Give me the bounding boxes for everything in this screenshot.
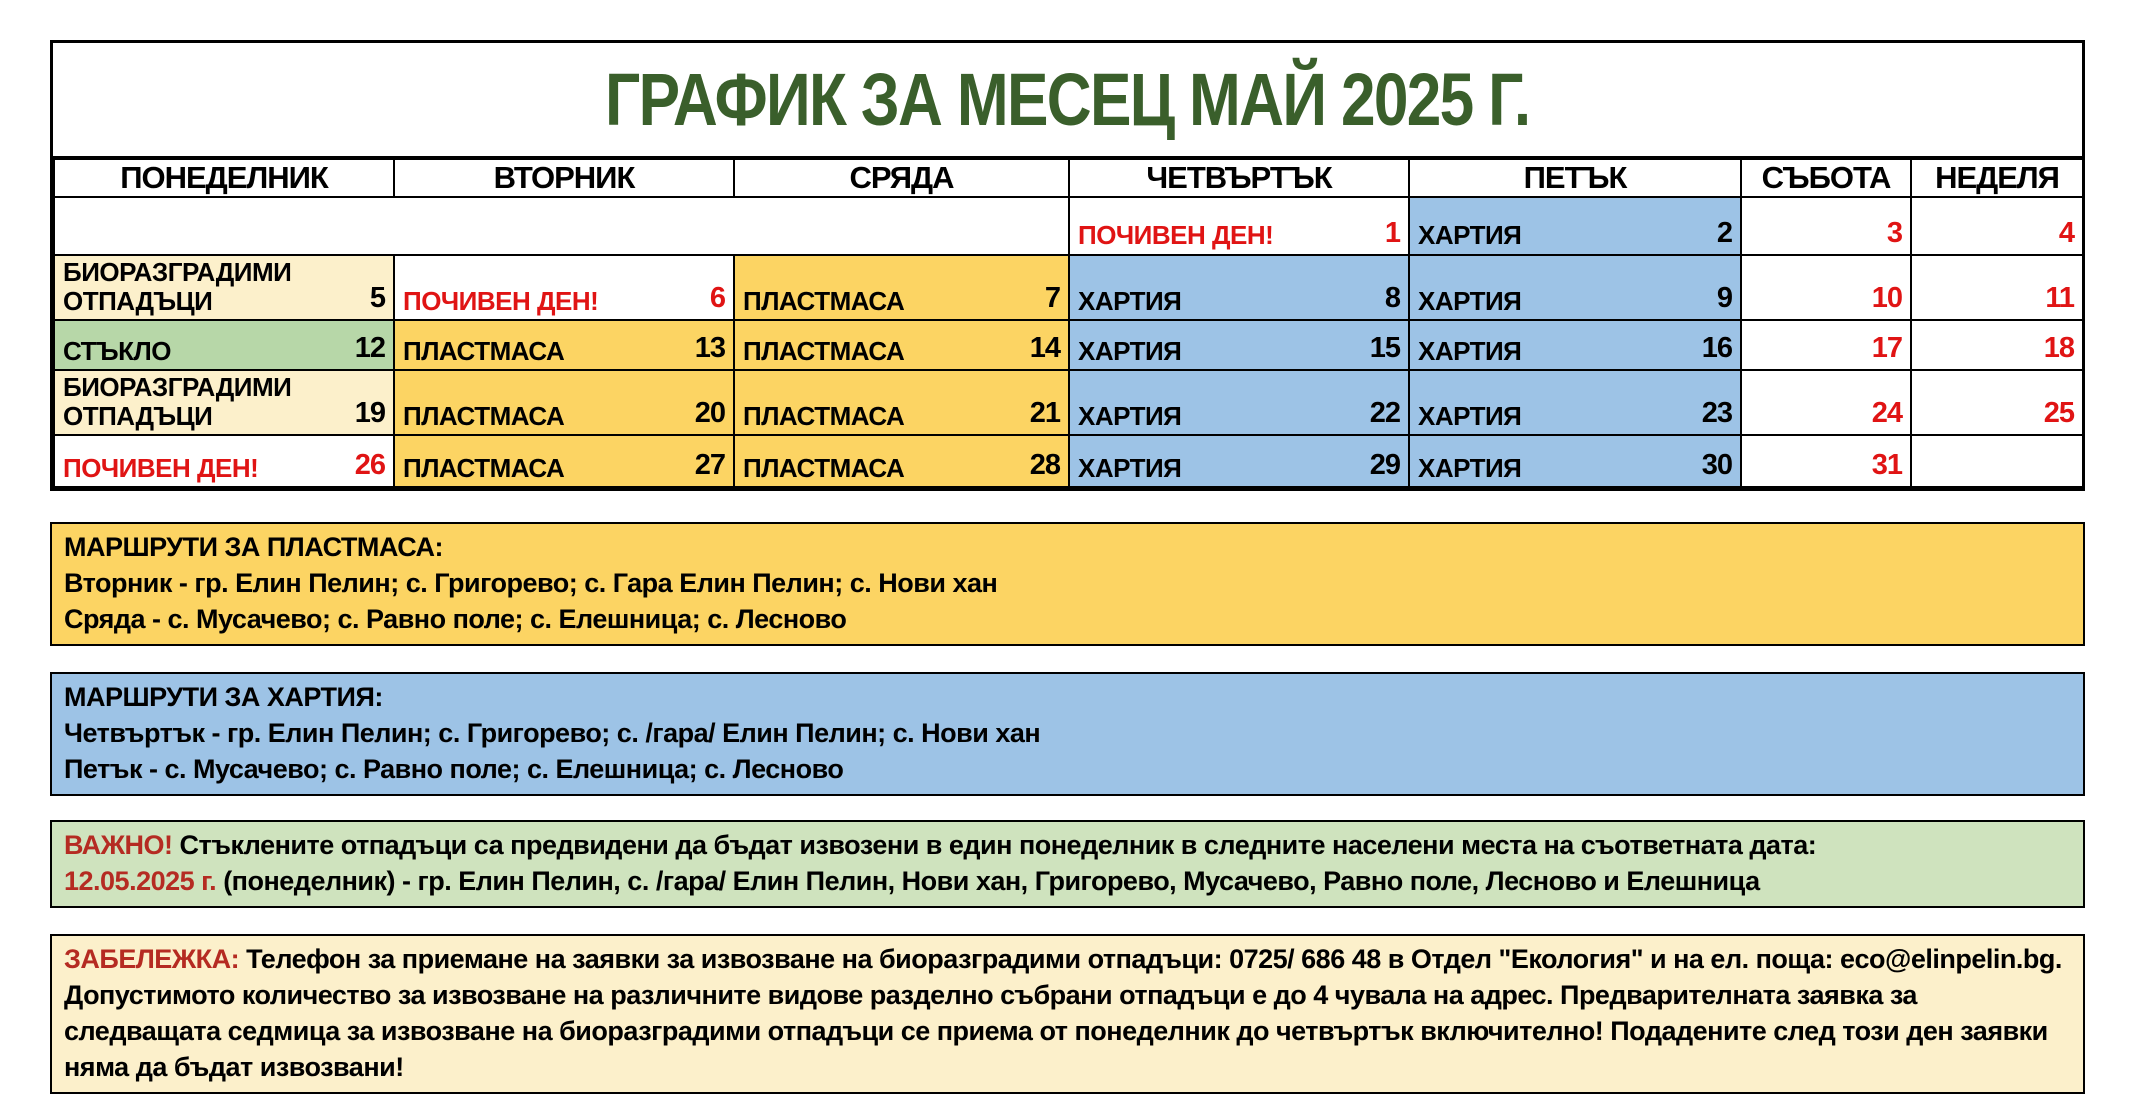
day-cell-label: ПЛАСТМАСА	[403, 335, 565, 366]
day-number: 17	[1871, 332, 1902, 365]
day-cell-8	[1069, 255, 1409, 320]
day-cell-20	[394, 370, 734, 435]
note-label: ЗАБЕЛЕЖКА:	[64, 944, 240, 975]
day-number: 22	[1369, 397, 1400, 430]
weekday-header: СЪБОТА	[1741, 159, 1911, 197]
day-cell-29	[1069, 435, 1409, 487]
day-number: 11	[2045, 282, 2074, 315]
day-cell-2	[1409, 197, 1741, 255]
important-text2: (понеделник) - гр. Елин Пелин, с. /гара/ Елин Пелин, Нови хан, Григорево, Мусачево, Равно поле, Лесново и Елешница	[216, 866, 1760, 897]
day-cell-label: БИОРАЗГРАДИМИ ОТПАДЪЦИ	[63, 257, 292, 316]
day-cell-27	[394, 435, 734, 487]
day-cell-5	[54, 255, 394, 320]
day-number: 16	[1701, 332, 1732, 365]
day-cell-label: ПОЧИВЕН ДЕН!	[63, 452, 259, 483]
day-number: 30	[1701, 449, 1732, 482]
calendar-row	[54, 255, 2083, 320]
day-number: 9	[1716, 282, 1732, 315]
day-number: 5	[369, 282, 385, 315]
plastic-routes-title: МАРШРУТИ ЗА ПЛАСТМАСА:	[64, 532, 444, 563]
day-cell-label: ПОЧИВЕН ДЕН!	[1078, 220, 1274, 251]
day-number: 14	[1029, 332, 1060, 365]
weekday-header: ВТОРНИК	[394, 159, 734, 197]
day-number: 4	[2058, 217, 2074, 249]
day-number: 21	[1029, 397, 1060, 430]
day-number: 6	[709, 282, 725, 315]
important-line2	[64, 863, 2071, 899]
day-cell-19	[54, 370, 394, 435]
day-cell-empty	[1911, 435, 2083, 487]
calendar-box	[50, 40, 2085, 491]
day-cell-label: ХАРТИЯ	[1418, 285, 1522, 316]
waste-schedule-page	[50, 40, 2085, 1094]
paper-routes-box	[50, 672, 2085, 796]
day-cell-empty	[54, 197, 1069, 255]
weekday-header: ЧЕТВЪРТЪК	[1069, 159, 1409, 197]
note-text: Телефон за приемане на заявки за извозване на биоразградими отпадъци: 0725/ 686 48 в Отдел "Екология" и на ел. поща: eco@elinpelin.bg. Допустимото количество за извозване на различните видове разделно събрани отпадъци е до 4 чувала на адрес. Предварителната заявка за следващата седмица за извозване на биоразградими отпадъци се приема от понеделник до четвъртък включително! Подадените след този ден заявки няма да бъдат извозвани!	[64, 944, 2062, 1083]
calendar-row	[54, 197, 2083, 255]
day-number: 25	[2043, 397, 2074, 430]
day-cell-12	[54, 320, 394, 370]
important-text1: Стъклените отпадъци са предвидени да бъдат извозени в един понеделник в следните населени места на съответната дата:	[172, 830, 1817, 861]
weekday-header: СРЯДА	[734, 159, 1069, 197]
weekday-header-row	[54, 159, 2083, 197]
day-number: 8	[1384, 282, 1400, 315]
paper-routes-line-friday: Петък - с. Мусачево; с. Равно поле; с. Елешница; с. Лесново	[64, 754, 844, 785]
day-number: 18	[2043, 332, 2074, 365]
day-cell-label: ХАРТИЯ	[1078, 335, 1182, 366]
calendar-row	[54, 435, 2083, 487]
day-cell-4	[1911, 197, 2083, 255]
day-number: 26	[354, 449, 385, 482]
day-number: 19	[354, 397, 385, 430]
day-cell-label: ПЛАСТМАСА	[743, 335, 905, 366]
important-line1	[64, 827, 2071, 863]
day-number: 28	[1029, 449, 1060, 482]
calendar-table	[53, 158, 2084, 488]
day-cell-16	[1409, 320, 1741, 370]
day-cell-1	[1069, 197, 1409, 255]
day-cell-label: ПЛАСТМАСА	[743, 452, 905, 483]
paper-routes-title: МАРШРУТИ ЗА ХАРТИЯ:	[64, 682, 383, 713]
day-cell-6	[394, 255, 734, 320]
day-number: 29	[1369, 449, 1400, 482]
day-cell-label: ПЛАСТМАСА	[403, 400, 565, 431]
day-cell-31	[1741, 435, 1911, 487]
day-number: 23	[1701, 397, 1732, 430]
day-cell-30	[1409, 435, 1741, 487]
day-cell-label: ХАРТИЯ	[1418, 452, 1522, 483]
page-title-row	[53, 43, 2082, 158]
weekday-header: ПЕТЪК	[1409, 159, 1741, 197]
day-cell-22	[1069, 370, 1409, 435]
paper-routes-line-thursday: Четвъртък - гр. Елин Пелин; с. Григорево; с. /гара/ Елин Пелин; с. Нови хан	[64, 718, 1041, 749]
important-label: ВАЖНО!	[64, 830, 173, 861]
day-cell-15	[1069, 320, 1409, 370]
day-cell-label: ХАРТИЯ	[1418, 335, 1522, 366]
calendar-row	[54, 320, 2083, 370]
calendar-row	[54, 370, 2083, 435]
important-date: 12.05.2025 г.	[64, 866, 217, 897]
day-cell-label: ПЛАСТМАСА	[743, 285, 905, 316]
day-cell-25	[1911, 370, 2083, 435]
day-cell-18	[1911, 320, 2083, 370]
day-cell-label: ХАРТИЯ	[1418, 220, 1522, 251]
day-cell-14	[734, 320, 1069, 370]
day-number: 12	[354, 332, 385, 365]
day-cell-21	[734, 370, 1069, 435]
day-number: 2	[1716, 217, 1732, 249]
weekday-header: ПОНЕДЕЛНИК	[54, 159, 394, 197]
day-cell-11	[1911, 255, 2083, 320]
day-cell-label: БИОРАЗГРАДИМИ ОТПАДЪЦИ	[63, 372, 292, 431]
plastic-routes-line-tuesday: Вторник - гр. Елин Пелин; с. Григорево; с. Гара Елин Пелин; с. Нови хан	[64, 568, 998, 599]
day-cell-label: ХАРТИЯ	[1078, 452, 1182, 483]
day-cell-label: ХАРТИЯ	[1418, 400, 1522, 431]
day-cell-23	[1409, 370, 1741, 435]
day-number: 10	[1871, 282, 1902, 315]
page-title: ГРАФИК ЗА МЕСЕЦ МАЙ 2025 Г.	[605, 58, 1530, 141]
day-cell-26	[54, 435, 394, 487]
plastic-routes-line-wednesday: Сряда - с. Мусачево; с. Равно поле; с. Елешница; с. Лесново	[64, 604, 847, 635]
day-cell-9	[1409, 255, 1741, 320]
day-cell-13	[394, 320, 734, 370]
day-number: 1	[1384, 217, 1400, 249]
day-cell-24	[1741, 370, 1911, 435]
note-box	[50, 934, 2085, 1094]
day-number: 31	[1871, 449, 1902, 482]
day-cell-label: ПЛАСТМАСА	[743, 400, 905, 431]
day-cell-28	[734, 435, 1069, 487]
day-number: 15	[1369, 332, 1400, 365]
day-number: 3	[1886, 217, 1902, 249]
day-number: 24	[1871, 397, 1902, 430]
plastic-routes-box	[50, 522, 2085, 646]
day-cell-7	[734, 255, 1069, 320]
day-cell-label: ПЛАСТМАСА	[403, 452, 565, 483]
calendar-body	[54, 197, 2083, 487]
day-cell-label: ХАРТИЯ	[1078, 400, 1182, 431]
day-number: 20	[694, 397, 725, 430]
day-cell-label: ПОЧИВЕН ДЕН!	[403, 285, 599, 316]
note-paragraph	[64, 941, 2071, 1085]
day-cell-3	[1741, 197, 1911, 255]
day-cell-label: ХАРТИЯ	[1078, 285, 1182, 316]
day-number: 13	[694, 332, 725, 365]
weekday-header: НЕДЕЛЯ	[1911, 159, 2083, 197]
day-number: 27	[694, 449, 725, 482]
day-cell-17	[1741, 320, 1911, 370]
day-cell-10	[1741, 255, 1911, 320]
day-cell-label: СТЪКЛО	[63, 335, 171, 366]
day-number: 7	[1044, 282, 1060, 315]
important-glass-box	[50, 820, 2085, 908]
